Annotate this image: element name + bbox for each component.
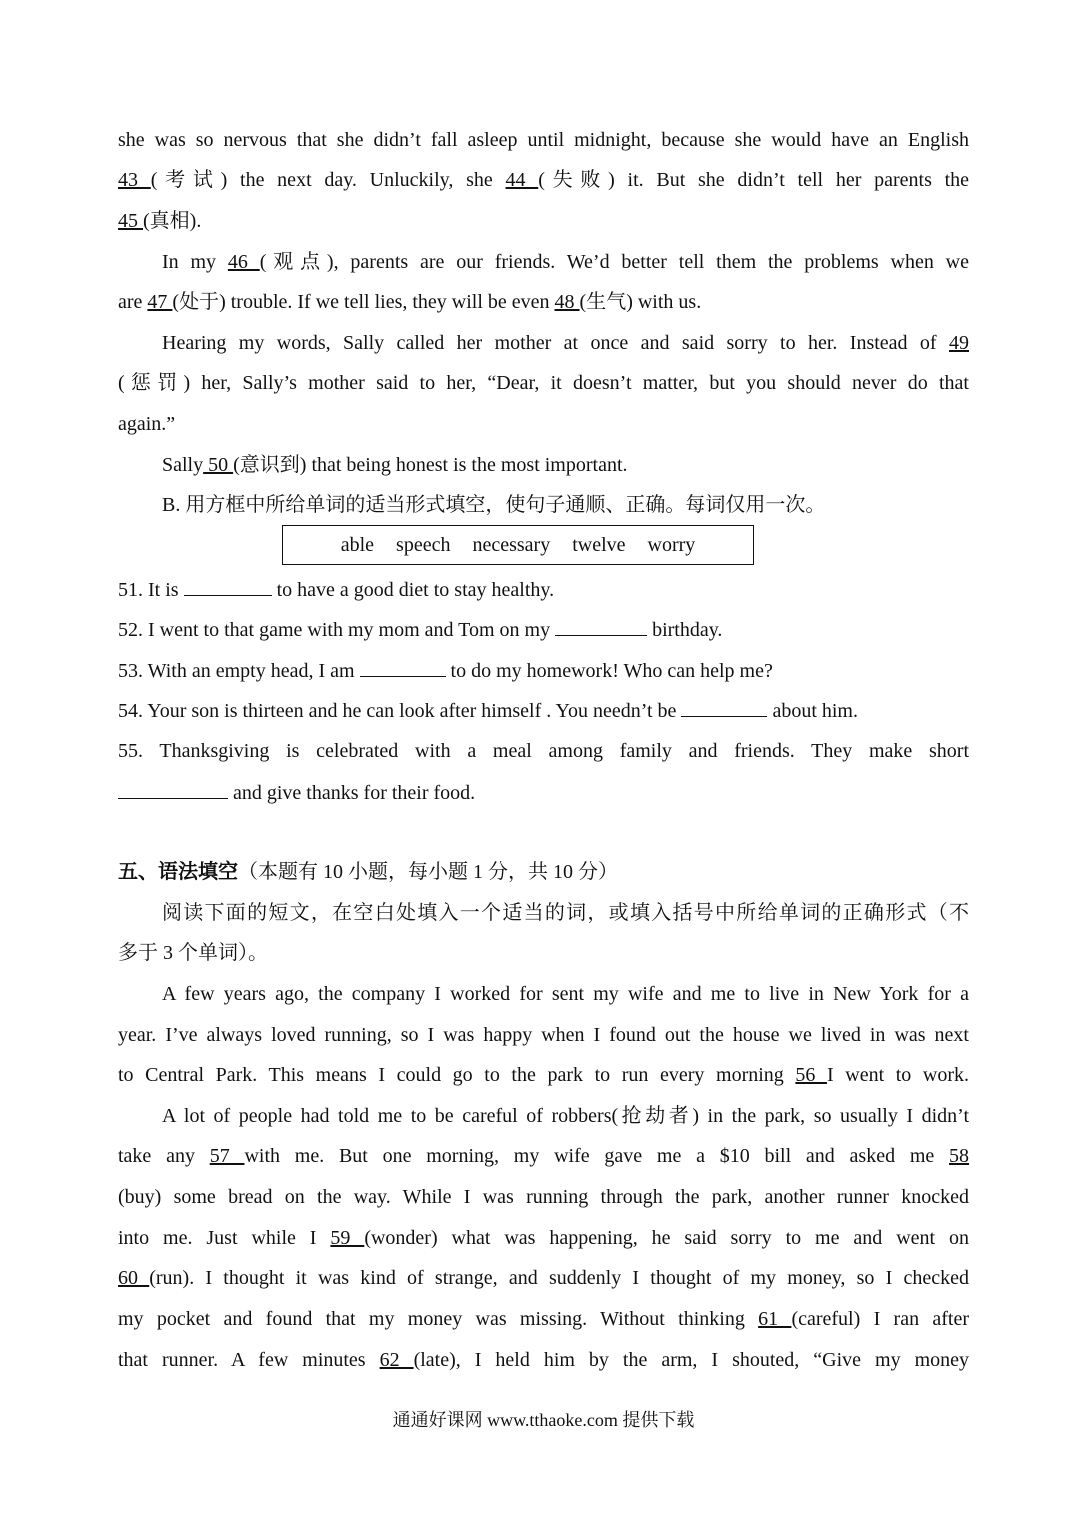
passage-line [118, 1224, 969, 1252]
passage-text: In my [162, 251, 228, 273]
word-option: able [340, 533, 375, 556]
word-box [282, 525, 754, 565]
passage-text: year. I’ve always loved running, so I was happy when I found out the house we lived in was next [118, 1024, 969, 1046]
blank-46[interactable]: 46 [227, 251, 260, 273]
blank-47[interactable]: 47 [147, 291, 173, 313]
passage-line [118, 1305, 969, 1333]
question-55-cont [118, 778, 969, 806]
question-51 [118, 575, 969, 603]
passage-text: my pocket and found that my money was missing. Without thinking [118, 1308, 759, 1330]
passage-text: (buy) some bread on the way. While I was running through the park, another runner knocked [118, 1186, 969, 1208]
question-52 [118, 615, 969, 643]
passage-line [118, 1264, 969, 1292]
instruction-text: 多于 3 个单词）。 [118, 942, 268, 964]
passage-line [162, 248, 969, 276]
word-option: twelve [572, 533, 626, 556]
part-b-instruction: B. 用方框中所给单词的适当形式填空，使句子通顺、正确。每词仅用一次。 [162, 494, 826, 516]
question-text: 55. Thanksgiving is celebrated with a meal among family and friends. They make short [118, 740, 969, 762]
passage-text: A lot of people had told me to be careful of robbers(抢劫者) in the park, so usually I didn’t [162, 1105, 969, 1127]
question-text: about him. [767, 700, 858, 722]
passage-line [162, 329, 969, 357]
word-option: worry [647, 533, 696, 556]
passage-line [118, 1021, 969, 1049]
passage-text: Hearing my words, Sally called her mother at once and said sorry to her. Instead of [162, 332, 949, 354]
passage-line [118, 1061, 969, 1089]
passage-text: (wonder) what was happening, he said sorry to me and went on [364, 1227, 970, 1249]
answer-blank-55[interactable] [118, 778, 228, 799]
blank-62[interactable]: 62 [379, 1349, 414, 1371]
passage-line [162, 451, 969, 479]
section-instruction [118, 939, 969, 967]
passage-text: (careful) I ran after [791, 1308, 970, 1330]
passage-text: (意识到) that being honest is the most important. [233, 454, 628, 476]
passage-text: take any [118, 1145, 210, 1167]
blank-57[interactable]: 57 [209, 1145, 245, 1167]
passage-text: with me. But one morning, my wife gave me a $10 bill and asked me [244, 1145, 950, 1167]
passage-text: (观点), parents are our friends. We’d better tell them the problems when we [259, 251, 969, 273]
question-text: and give thanks for their food. [228, 782, 476, 804]
passage-text: I went to work. [827, 1064, 970, 1086]
answer-blank-53[interactable] [360, 656, 446, 677]
blank-58[interactable]: 58 [949, 1145, 970, 1167]
blank-59[interactable]: 59 [330, 1227, 365, 1249]
question-55 [118, 737, 969, 765]
passage-text: again.” [118, 413, 176, 435]
section-heading [118, 858, 969, 886]
answer-blank-52[interactable] [555, 615, 647, 636]
passage-text: are [118, 291, 148, 313]
passage-text: she was so nervous that she didn’t fall asleep until midnight, because she would have an English [118, 129, 969, 151]
passage-text: (处于) trouble. If we tell lies, they will be even [172, 291, 555, 313]
passage-text: Sally [162, 454, 204, 476]
passage-line [118, 369, 969, 397]
passage-text: (生气) with us. [579, 291, 702, 313]
blank-50[interactable]: 50 [203, 454, 234, 476]
hint-45: (真相). [143, 210, 202, 232]
passage-line [118, 126, 969, 154]
passage-text: it. But she didn’t tell her parents the [614, 169, 970, 191]
passage-line [118, 288, 969, 316]
blank-43[interactable]: 43 [118, 169, 151, 191]
passage-text: the next day. Unluckily, she [227, 169, 506, 191]
question-text: 51. It is [118, 579, 184, 601]
blank-56[interactable]: 56 [795, 1064, 828, 1086]
answer-blank-54[interactable] [681, 696, 767, 717]
passage-line [118, 410, 969, 438]
section-note: （本题有 10 小题，每小题 1 分，共 10 分） [238, 861, 618, 883]
blank-60[interactable]: 60 [118, 1267, 150, 1289]
answer-blank-51[interactable] [184, 575, 272, 596]
question-54 [118, 696, 969, 724]
question-text: 53. With an empty head, I am [118, 660, 360, 682]
section-instruction [162, 899, 969, 927]
question-text: birthday. [647, 619, 723, 641]
passage-text: into me. Just while I [118, 1227, 331, 1249]
blank-48[interactable]: 48 [554, 291, 580, 313]
passage-text: (run). I thought it was kind of strange, and suddenly I thought of my money, so I checked [149, 1267, 969, 1289]
passage-line [118, 1346, 969, 1374]
passage-line [162, 1102, 969, 1130]
blank-45[interactable]: 45 [118, 210, 143, 232]
passage-text: (late), I held him by the arm, I shouted, “Give my money [413, 1349, 969, 1371]
passage-text: that runner. A few minutes [118, 1349, 380, 1371]
word-option: speech [396, 533, 451, 556]
question-text: to have a good diet to stay healthy. [271, 579, 555, 601]
page-footer: 通通好课网 www.tthaoke.com 提供下载 [392, 1410, 695, 1430]
passage-line [118, 166, 969, 194]
passage-line [162, 980, 969, 1008]
passage-line [118, 1142, 969, 1170]
question-text: 54. Your son is thirteen and he can look after himself . You needn’t be [118, 700, 682, 722]
blank-44[interactable]: 44 [505, 169, 539, 191]
section-title: 五、语法填空 [118, 861, 238, 883]
passage-line [118, 1183, 969, 1211]
passage-text: (惩罚) her, Sally’s mother said to her, “Dear, it doesn’t matter, but you should never do that [118, 372, 969, 394]
question-text: to do my homework! Who can help me? [445, 660, 773, 682]
word-option: necessary [472, 533, 551, 556]
blank-61[interactable]: 61 [758, 1308, 792, 1330]
hint-43: (考试) [150, 169, 228, 191]
question-text: 52. I went to that game with my mom and Tom on my [118, 619, 556, 641]
passage-line [118, 207, 969, 235]
passage-text: to Central Park. This means I could go to the park to run every morning [118, 1064, 796, 1086]
passage-text: A few years ago, the company I worked for sent my wife and me to live in New York for a [162, 983, 969, 1005]
question-53 [118, 656, 969, 684]
instruction-text: 阅读下面的短文，在空白处填入一个适当的词，或填入括号中所给单词的正确形式（不 [162, 902, 969, 924]
hint-44: (失败) [538, 169, 615, 191]
blank-49[interactable]: 49 [949, 332, 969, 354]
